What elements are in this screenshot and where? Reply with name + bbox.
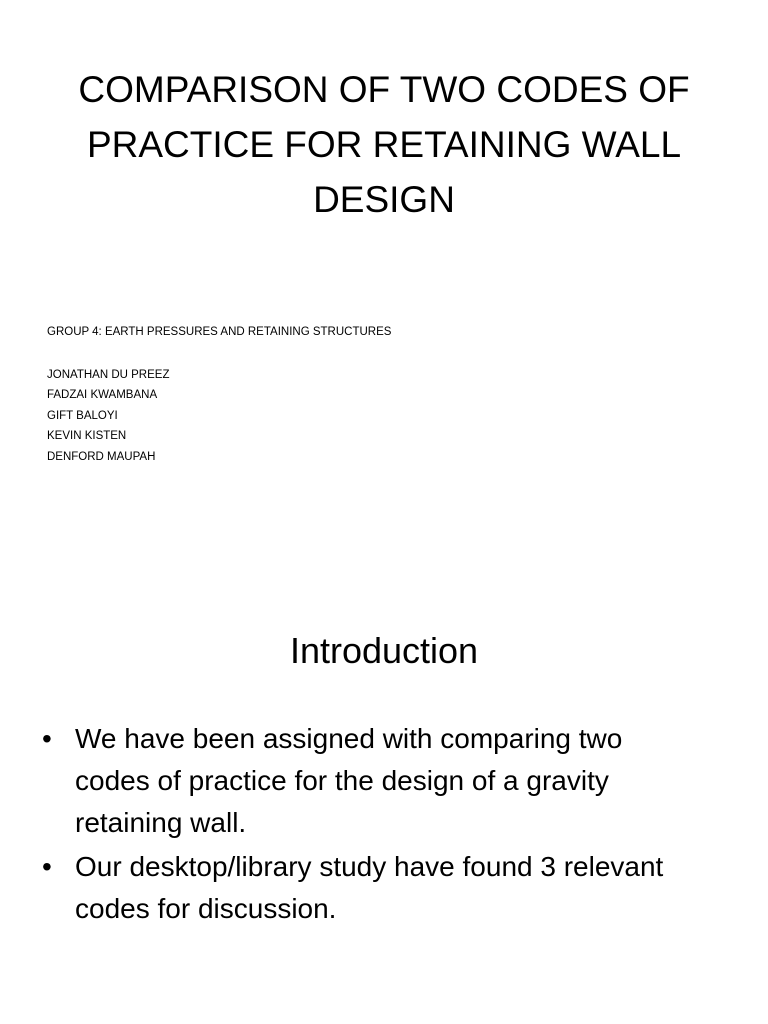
bullet-icon: • (42, 851, 52, 882)
introduction-slide (0, 512, 768, 1024)
bullet-list (42, 718, 692, 932)
bullet-icon: • (42, 723, 52, 754)
slide-title: COMPARISON OF TWO CODES OF PRACTICE FOR RETAINING WALL DESIGN (78, 69, 690, 220)
slide-title: Introduction (289, 630, 479, 671)
member-list (47, 365, 697, 468)
bullet-item (42, 718, 692, 844)
subtitle-block (47, 322, 697, 467)
member-name: DENFORD MAUPAH (47, 450, 156, 463)
member-name: JONATHAN DU PREEZ (47, 368, 170, 381)
group-name: GROUP 4: EARTH PRESSURES AND RETAINING STRUCTURES (47, 326, 392, 338)
bullet-text: Our desktop/library study have found 3 relevant codes for discussion. (75, 851, 664, 924)
bullet-item (42, 846, 692, 930)
bullet-text: We have been assigned with comparing two codes of practice for the design of a gravity retaining wall. (75, 723, 623, 838)
member-name: GIFT BALOYI (47, 409, 118, 422)
member-name: KEVIN KISTEN (47, 430, 127, 442)
member-name: FADZAI KWAMBANA (47, 389, 158, 401)
